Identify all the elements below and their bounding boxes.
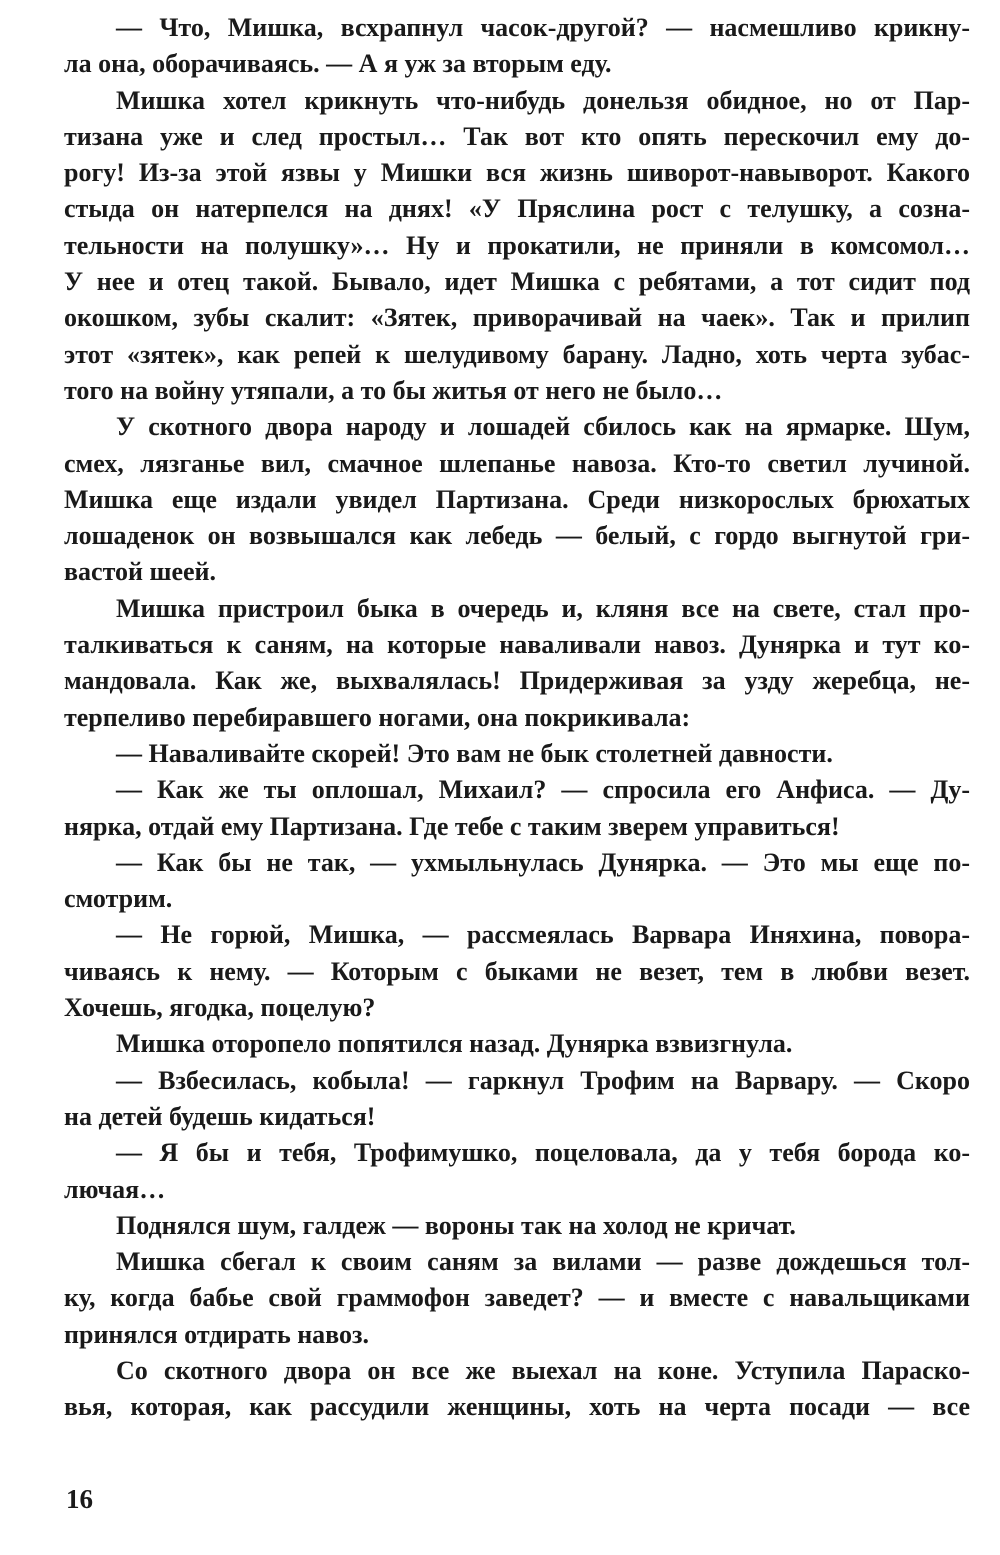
- text-line: тизана уже и след простыл… Так вот кто опять перескочил ему до-: [64, 121, 970, 151]
- text-line: — Взбесилась, кобыла! — гаркнул Трофим на Варвару. — Скоро: [116, 1065, 970, 1095]
- text-line: — Что, Мишка, всхрапнул часок-другой? — насмешливо крикну-: [116, 13, 970, 42]
- text-line: стыда он натерпелся на днях! «У Пряслина рост с телушку, а созна-: [64, 194, 970, 224]
- text-line: Мишка еще издали увидел Партизана. Среди низкорослых брюхатых: [64, 484, 970, 514]
- text-line: ла она, оборачиваясь. — А я уж за вторым еду.: [64, 49, 612, 79]
- text-line: — Наваливайте скорей! Это вам не бык столетней давности.: [116, 738, 833, 768]
- text-line: мандовала. Как же, выхвалялась! Придерживая за узду жеребца, не-: [64, 666, 970, 696]
- text-line: смотрим.: [64, 884, 173, 914]
- text-line: тельности на полушку»… Ну и прокатили, не приняли в комсомол…: [64, 230, 970, 260]
- text-line: лошаденок он возвышался как лебедь — белый, с гордо выгнутой гри-: [64, 521, 970, 551]
- text-line: смех, лязганье вил, смачное шлепанье навоза. Кто-то светил лучиной.: [64, 448, 970, 478]
- text-line: вья, которая, как рассудили женщины, хоть на черта посади — все: [64, 1392, 970, 1422]
- page-number: 16: [66, 1484, 93, 1514]
- text-line: этот «зятек», как репей к шелудивому барану. Ладно, хоть черта зубас-: [64, 339, 970, 369]
- text-line: Мишка пристроил быка в очередь и, кляня все на свете, стал про-: [116, 593, 970, 623]
- text-line: принялся отдирать навоз.: [64, 1319, 369, 1349]
- text-line: — Как же ты оплошал, Михаил? — спросила его Анфиса. — Ду-: [116, 775, 970, 805]
- text-line: Со скотного двора он все же выехал на коне. Уступила Параско-: [116, 1355, 970, 1385]
- text-line: талкиваться к саням, на которые наваливали навоз. Дунярка и тут ко-: [64, 630, 970, 660]
- text-line: Мишка сбегал к своим саням за вилами — разве дождешься тол-: [116, 1247, 970, 1277]
- text-line: терпеливо перебиравшего ногами, она покрикивала:: [64, 702, 691, 732]
- text-line: ку, когда бабье свой граммофон заведет? — и вместе с навальщиками: [64, 1283, 970, 1313]
- text-line: У скотного двора народу и лошадей сбилось как на ярмарке. Шум,: [116, 412, 970, 442]
- text-line: окошком, зубы скалит: «Зятек, приворачивай на чаек». Так и прилип: [64, 303, 970, 333]
- text-line: У нее и отец такой. Бывало, идет Мишка с ребятами, а тот сидит под: [64, 267, 970, 297]
- text-line: вастой шеей.: [64, 557, 217, 587]
- text-line: — Как бы не так, — ухмыльнулась Дунярка. — Это мы еще по-: [116, 847, 970, 877]
- text-line: Поднялся шум, галдеж — вороны так на холод не кричат.: [116, 1210, 796, 1240]
- text-line: рогу! Из-за этой язвы у Мишки вся жизнь шиворот-навыворот. Какого: [64, 158, 970, 188]
- text-line: нярка, отдай ему Партизана. Где тебе с таким зверем управиться!: [64, 811, 840, 841]
- text-line: — Я бы и тебя, Трофимушко, поцеловала, да у тебя борода ко-: [116, 1138, 970, 1168]
- text-line: на детей будешь кидаться!: [64, 1101, 376, 1131]
- text-line: чиваясь к нему. — Которым с быками не везет, тем в любви везет.: [64, 956, 970, 986]
- text-line: Мишка хотел крикнуть что-нибудь донельзя обидное, но от Пар-: [116, 85, 970, 115]
- text-line: того на войну утяпали, а то бы житья от него не было…: [64, 375, 723, 405]
- text-line: — Не горюй, Мишка, — рассмеялась Варвара Иняхина, повора-: [116, 920, 970, 950]
- text-line: лючая…: [64, 1174, 166, 1204]
- page-body-text: [64, 10, 970, 1426]
- text-line: Мишка оторопело попятился назад. Дунярка взвизгнула.: [116, 1029, 793, 1059]
- text-line: Хочешь, ягодка, поцелую?: [64, 993, 376, 1023]
